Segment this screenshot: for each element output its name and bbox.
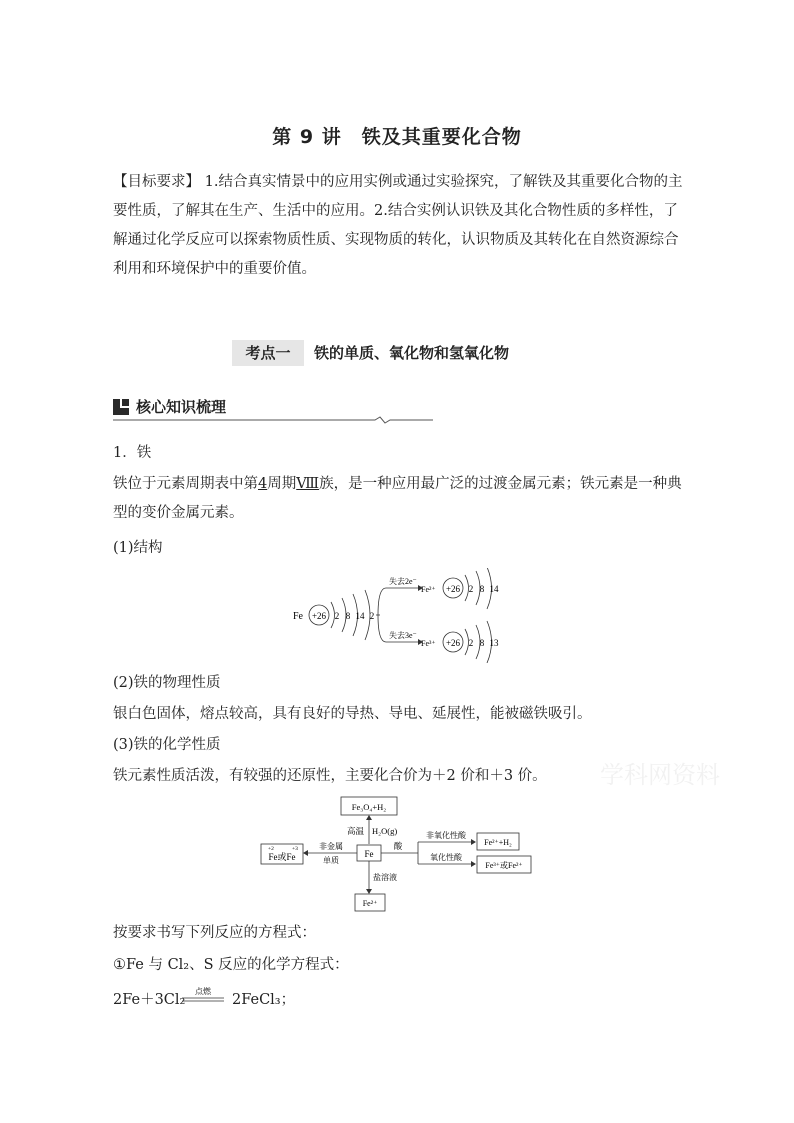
equation-condition-arrow: [180, 984, 234, 1006]
fe3-shell-1: 2: [468, 638, 474, 648]
structure-heading: (1)结构: [113, 540, 163, 556]
top-right-condition: H₂O(g): [372, 826, 398, 836]
position-text-pre: 铁位于元素周期表中第: [113, 476, 258, 492]
bottom-product: Fe²⁺: [362, 899, 378, 908]
chemical-heading: (3)铁的化学性质: [113, 737, 221, 753]
item-heading-iron: 1．铁: [113, 445, 152, 461]
fe-atom-label: Fe: [293, 611, 303, 622]
position-text-post: 族，是一种应用最广泛的过渡金属元素；铁元素是一种典型的变价金属元素。: [113, 476, 682, 521]
position-paragraph: [113, 470, 688, 528]
section-label: 考点一: [245, 344, 291, 362]
equation-left: 2Fe＋3Cl₂: [113, 992, 186, 1008]
right-upper-product: Fe²⁺+H₂: [484, 838, 512, 847]
physical-text: 银白色固体，熔点较高，具有良好的导热、导电、延展性，能被磁铁吸引。: [113, 706, 592, 722]
section-title: 铁的单质、氧化物和氢氧化物: [314, 344, 510, 362]
right-condition-acid: 酸: [393, 841, 403, 851]
top-product: Fe₃O₄+H₂: [351, 802, 387, 812]
position-period-answer: 4: [258, 476, 268, 492]
left-ox-state-a: +2: [268, 846, 274, 852]
fe-shell-1: 2: [334, 611, 340, 621]
subsection-square-icon-inner: [122, 399, 129, 406]
equation-condition: 点燃: [195, 987, 211, 996]
lose-3e-label: 失去3e⁻: [389, 631, 417, 640]
right-lower-product: Fe³⁺或Fe²⁺: [485, 861, 523, 870]
position-text-mid: 周期: [267, 476, 297, 492]
left-product: Fe或Fe: [268, 852, 296, 862]
page-title: 第 9 讲 铁及其重要化合物: [272, 126, 522, 148]
physical-heading: (2)铁的物理性质: [113, 675, 221, 691]
fe-nucleus-charge: +26: [311, 611, 327, 621]
goal-label: 【目标要求】: [113, 174, 200, 190]
left-ox-state-b: +3: [292, 846, 298, 852]
position-group-answer: Ⅷ: [296, 476, 320, 492]
left-condition-2: 单质: [323, 856, 339, 865]
fe2-nucleus-charge: +26: [445, 584, 461, 594]
top-left-condition: 高温: [346, 826, 364, 836]
goal-paragraph: [113, 168, 688, 284]
bottom-condition: 盐溶液: [373, 873, 397, 882]
electron-structure-diagram: [288, 568, 518, 663]
right-lower-condition: 氧化性酸: [430, 853, 462, 862]
fe2-shell-1: 2: [468, 584, 474, 594]
fe2-shell-3: 14: [489, 584, 499, 594]
watermark: 学科网资料: [600, 761, 720, 789]
left-condition-1: 非金属: [319, 842, 343, 851]
task-heading: 按要求书写下列反应的方程式：: [113, 925, 316, 941]
subsection-underline: [113, 416, 433, 424]
lose-2e-label: 失去2e⁻: [389, 577, 417, 586]
center-fe: Fe: [364, 849, 374, 859]
fe2-ion-label: Fe²⁺: [421, 585, 436, 594]
fe-shell-2: 8: [345, 611, 351, 621]
goal-text: 1.结合真实情景中的应用实例或通过实验探究，了解铁及其重要化合物的主要性质，了解其在生产、生活中的应用。2.结合实例认识铁及其化合物性质的多样性，了解通过化学反应可以探索物质性质、实现物质的转化，认识物质及其转化在自然资源综合利用和环境保护中的重要价值。: [113, 174, 683, 277]
fe3-shell-3: 13: [489, 638, 499, 648]
right-upper-condition: 非氧化性酸: [426, 831, 466, 840]
equation-right: 2FeCl₃；: [232, 992, 296, 1008]
fe-shell-3: 14: [355, 611, 365, 621]
fe2-shell-2: 8: [479, 584, 485, 594]
fe3-ion-label: Fe³⁺: [421, 639, 436, 648]
fe3-shell-2: 8: [479, 638, 485, 648]
fe-shell-4: 2: [369, 611, 375, 621]
iron-reaction-diagram: [258, 794, 538, 914]
chemical-text: 铁元素性质活泼，有较强的还原性，主要化合价为＋2 价和＋3 价。: [113, 768, 547, 784]
task-1: ①Fe 与 Cl₂、S 反应的化学方程式：: [113, 957, 349, 973]
subsection-title: 核心知识梳理: [136, 398, 227, 416]
fe3-nucleus-charge: +26: [445, 638, 461, 648]
